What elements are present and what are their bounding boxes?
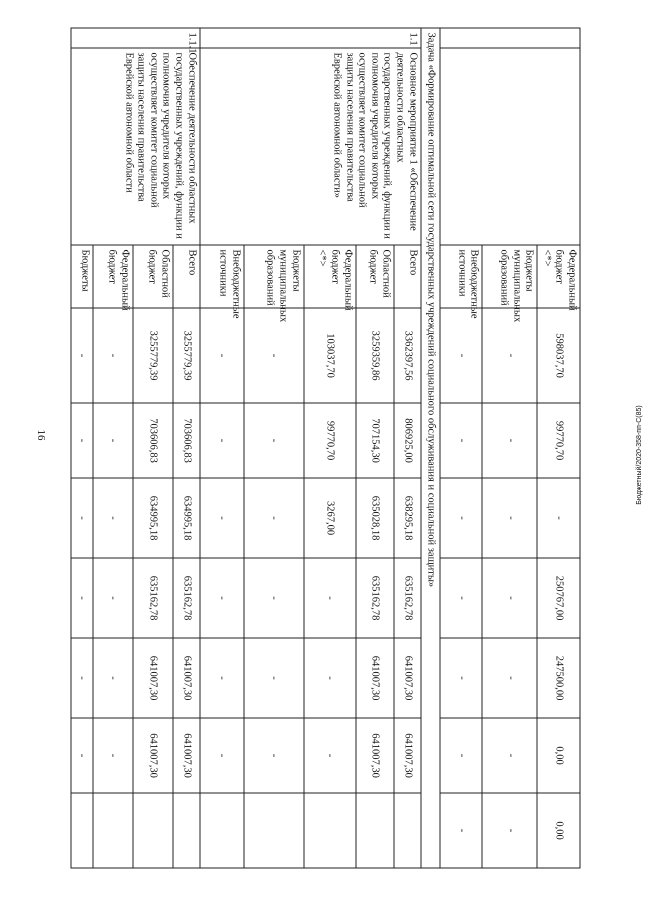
- value-cell: [244, 793, 304, 868]
- value-cell: 3267,00: [304, 478, 356, 558]
- footer-stamp: Бюджетный/2020-358-пп-C(85): [636, 405, 643, 505]
- source-cell: Внебюджетные источники: [440, 245, 482, 308]
- task-heading: Задача «Формирование оптимальной сети государственных учреждений социального обслуживания и социальной защиты»: [421, 28, 441, 868]
- value-cell: [304, 793, 356, 868]
- value-cell: 641007,30: [394, 718, 421, 793]
- value-cell: -: [304, 638, 356, 718]
- source-cell: Бюджеты: [71, 245, 93, 308]
- value-cell: -: [482, 478, 537, 558]
- value-cell: -: [482, 718, 537, 793]
- value-cell: -: [71, 638, 93, 718]
- value-cell: -: [93, 638, 133, 718]
- value-cell: -: [440, 403, 482, 478]
- value-cell: -: [482, 638, 537, 718]
- value-cell: -: [304, 718, 356, 793]
- value-cell: 703606,83: [133, 403, 173, 478]
- row-number: 1.1.1: [71, 28, 200, 48]
- value-cell: -: [244, 478, 304, 558]
- value-cell: -: [93, 308, 133, 403]
- value-cell: -: [482, 793, 537, 868]
- value-cell: [93, 793, 133, 868]
- value-cell: -: [93, 403, 133, 478]
- value-cell: [173, 793, 200, 868]
- value-cell: -: [440, 638, 482, 718]
- source-cell: Всего: [394, 245, 421, 308]
- value-cell: 635162,78: [173, 558, 200, 638]
- value-cell: 806925,00: [394, 403, 421, 478]
- value-cell: 641007,30: [394, 638, 421, 718]
- table-row: [394, 28, 421, 868]
- value-cell: 0,00: [537, 793, 580, 868]
- value-cell: 635162,78: [133, 558, 173, 638]
- value-cell: -: [440, 308, 482, 403]
- value-cell: 638295,18: [394, 478, 421, 558]
- value-cell: 3259359,86: [356, 308, 394, 403]
- value-cell: 3362397,56: [394, 308, 421, 403]
- value-cell: [71, 793, 93, 868]
- task-row: [421, 28, 441, 868]
- value-cell: -: [71, 478, 93, 558]
- value-cell: -: [440, 558, 482, 638]
- source-cell: Федеральный бюджет: [93, 245, 133, 308]
- value-cell: -: [482, 558, 537, 638]
- page-number: 16: [35, 429, 47, 441]
- value-cell: 0,00: [537, 718, 580, 793]
- value-cell: -: [200, 403, 244, 478]
- source-cell: Бюджеты муниципальных образований: [482, 245, 537, 308]
- value-cell: -: [71, 308, 93, 403]
- value-cell: 641007,30: [173, 718, 200, 793]
- value-cell: 634995,18: [133, 478, 173, 558]
- table-row: [173, 28, 200, 868]
- value-cell: -: [244, 403, 304, 478]
- value-cell: -: [71, 718, 93, 793]
- value-cell: 250767,00: [537, 558, 580, 638]
- value-cell: -: [71, 403, 93, 478]
- value-cell: -: [93, 558, 133, 638]
- table-row: [537, 28, 580, 868]
- value-cell: 641007,30: [133, 718, 173, 793]
- value-cell: -: [482, 403, 537, 478]
- value-cell: -: [200, 478, 244, 558]
- value-cell: [133, 793, 173, 868]
- value-cell: 707154,30: [356, 403, 394, 478]
- value-cell: -: [93, 718, 133, 793]
- value-cell: -: [200, 718, 244, 793]
- value-cell: 634995,18: [173, 478, 200, 558]
- value-cell: 703606,83: [173, 403, 200, 478]
- value-cell: -: [244, 558, 304, 638]
- value-cell: 641007,30: [356, 718, 394, 793]
- empty-number-cell: [440, 28, 580, 48]
- value-cell: -: [244, 638, 304, 718]
- budget-table: [70, 28, 580, 869]
- value-cell: [356, 793, 394, 868]
- value-cell: 3255779,39: [173, 308, 200, 403]
- value-cell: -: [200, 558, 244, 638]
- value-cell: 641007,30: [356, 638, 394, 718]
- source-cell: Всего: [173, 245, 200, 308]
- value-cell: 247500,00: [537, 638, 580, 718]
- value-cell: 103037,70: [304, 308, 356, 403]
- source-cell: Областной бюджет: [133, 245, 173, 308]
- empty-name-cell: [440, 48, 580, 245]
- value-cell: -: [304, 558, 356, 638]
- value-cell: -: [244, 718, 304, 793]
- source-cell: Внебюджетные источники: [200, 245, 244, 308]
- value-cell: -: [537, 478, 580, 558]
- value-cell: 635162,78: [394, 558, 421, 638]
- value-cell: 99770,70: [304, 403, 356, 478]
- value-cell: -: [200, 308, 244, 403]
- value-cell: [200, 793, 244, 868]
- row-number: 1.1: [200, 28, 421, 48]
- measure-name: Основное мероприятие 1 «Обеспечение деятельности областных государственных учреждений, функции и полномочия учредителя которых осуществляет комитет социальной защиты населения правительства Еврейской автономной области»: [200, 48, 421, 245]
- value-cell: -: [244, 308, 304, 403]
- value-cell: -: [482, 308, 537, 403]
- value-cell: -: [200, 638, 244, 718]
- value-cell: 598037,70: [537, 308, 580, 403]
- value-cell: 641007,30: [173, 638, 200, 718]
- value-cell: [394, 793, 421, 868]
- value-cell: 99770,70: [537, 403, 580, 478]
- source-cell: Федеральный бюджет <*>: [304, 245, 356, 308]
- value-cell: -: [93, 478, 133, 558]
- value-cell: -: [440, 793, 482, 868]
- measure-name: Обеспечение деятельности областных государственных учреждений, функции и полномочия учредителя которых осуществляет комитет социальной защиты населения правительства Еврейской автономной области: [71, 48, 200, 245]
- source-cell: Бюджеты муниципальных образований: [244, 245, 304, 308]
- value-cell: 641007,30: [133, 638, 173, 718]
- value-cell: 635028,18: [356, 478, 394, 558]
- value-cell: -: [440, 718, 482, 793]
- value-cell: -: [440, 478, 482, 558]
- value-cell: -: [71, 558, 93, 638]
- rotated-page: [66, 28, 581, 868]
- source-cell: Федеральный бюджет <*>: [537, 245, 580, 308]
- source-cell: Областной бюджет: [356, 245, 394, 308]
- value-cell: 3255779,39: [133, 308, 173, 403]
- value-cell: 635162,78: [356, 558, 394, 638]
